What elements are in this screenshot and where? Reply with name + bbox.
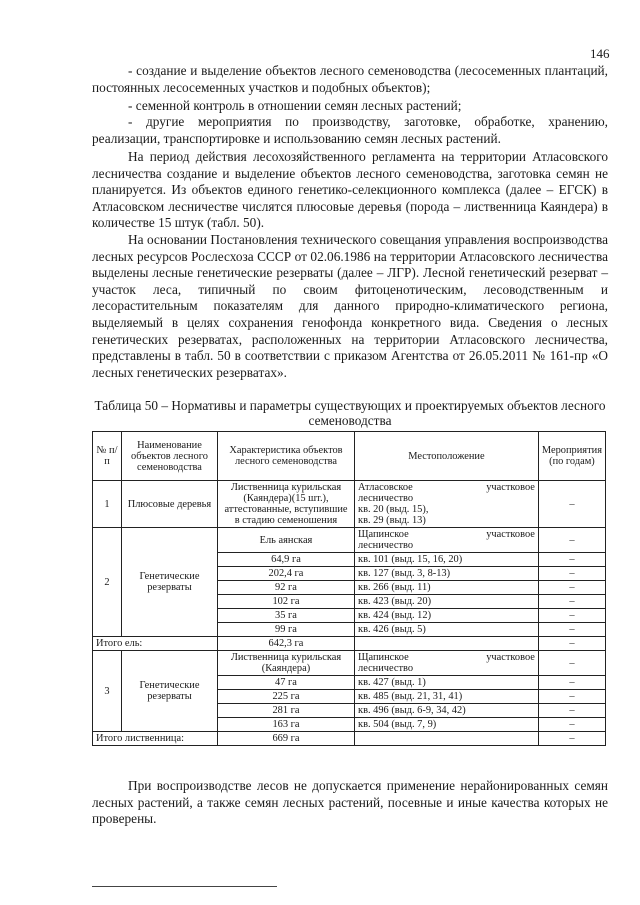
header-location: Местоположение: [355, 432, 539, 481]
list-item: - создание и выделение объектов лесного семеноводства (лесосеменных плантаций, постоянных лесосеменных участков и подобных объектов);: [92, 63, 608, 95]
cell-total-label: Итого лиственница:: [93, 732, 218, 746]
paragraph: На период действия лесохозяйственного регламента на территории Атласовского лесничества создание и выделение объектов лесного семеноводства, заготовка семян не планируется. Из объектов единого генетико-селекционного комплекса (далее – ЕГСК) в Атласовском лесничестве числятся плюсовые деревья (порода – лиственница Каяндера) в количестве 15 штук (табл. 50).: [92, 149, 608, 231]
cell-activities: –: [538, 676, 605, 690]
cell-location: кв. 427 (выд. 1): [355, 676, 539, 690]
cell-location: кв. 504 (выд. 7, 9): [355, 718, 539, 732]
header-activities: Мероприятия (по годам): [538, 432, 605, 481]
cell-activities: –: [538, 553, 605, 567]
table-total-row: [93, 732, 606, 746]
cell-location: кв. 127 (выд. 3, 8-13): [355, 567, 539, 581]
header-num: № п/п: [93, 432, 122, 481]
cell-activities: –: [538, 690, 605, 704]
cell-num: 3: [93, 651, 122, 732]
cell-location: кв. 266 (выд. 11): [355, 581, 539, 595]
cell-activities: –: [538, 481, 605, 528]
page-number: 146: [590, 46, 610, 61]
cell-activities: –: [538, 704, 605, 718]
cell-activities: –: [538, 623, 605, 637]
cell-species: Ель аянская: [217, 528, 354, 553]
footnote-divider: [92, 886, 277, 887]
cell-activities: –: [538, 595, 605, 609]
cell-name: Генетические резерваты: [121, 651, 217, 732]
cell-location: кв. 426 (выд. 5): [355, 623, 539, 637]
cell-location: кв. 101 (выд. 15, 16, 20): [355, 553, 539, 567]
list-item: - другие мероприятия по производству, заготовке, обработке, хранению, реализации, транспортировке и использованию семян лесных растений.: [92, 114, 608, 146]
cell-area: 99 га: [217, 623, 354, 637]
cell-area: 163 га: [217, 718, 354, 732]
cell-area: 35 га: [217, 609, 354, 623]
cell-activities: –: [538, 528, 605, 553]
header-characteristic: Характеристика объектов лесного семеноводства: [217, 432, 354, 481]
cell-location: кв. 485 (выд. 21, 31, 41): [355, 690, 539, 704]
cell-activities: –: [538, 718, 605, 732]
cell-empty: [355, 732, 539, 746]
cell-name: Плюсовые деревья: [121, 481, 217, 528]
cell-area: 202,4 га: [217, 567, 354, 581]
cell-area: 102 га: [217, 595, 354, 609]
table-row: [93, 528, 606, 553]
cell-total-value: 669 га: [217, 732, 354, 746]
cell-activities: –: [538, 732, 605, 746]
cell-empty: [355, 637, 539, 651]
table-row: [93, 481, 606, 528]
cell-num: 2: [93, 528, 122, 637]
cell-location: кв. 496 (выд. 6-9, 34, 42): [355, 704, 539, 718]
table-row: [93, 651, 606, 676]
seed-objects-table: [92, 431, 606, 746]
cell-num: 1: [93, 481, 122, 528]
cell-location: Щапинское участковое лесничество: [355, 651, 539, 676]
cell-area: 225 га: [217, 690, 354, 704]
list-item: - семенной контроль в отношении семян лесных растений;: [128, 98, 462, 113]
paragraph: На основании Постановления технического совещания управления воспроизводства лесных ресурсов Рослесхоза СССР от 02.06.1986 на территории Атласовского лесничества выделены лесные генетические резерваты (далее – ЛГР). Лесной генетический резерват – участок леса, типичный по своим фитоценотическим, лесоводственным и лесорастительным показателям для данного природно-климатического региона, выделяемый в целях сохранения генофонда конкретного вида. Сведения о лесных генетических резерватах, расположенных на территории Атласовского лесничества, представлены в табл. 50 в соответствии с приказом Агентства от 26.05.2011 № 161-пр «О лесных генетических резерватах».: [92, 232, 608, 380]
cell-activities: –: [538, 567, 605, 581]
cell-location: кв. 423 (выд. 20): [355, 595, 539, 609]
cell-total-label: Итого ель:: [93, 637, 218, 651]
cell-area: 47 га: [217, 676, 354, 690]
cell-characteristic: Лиственница курильская (Каяндера)(15 шт.), аттестованные, вступившие в стадию семеношения: [217, 481, 354, 528]
cell-species: Лиственница курильская (Каяндера): [217, 651, 354, 676]
header-name: Наименование объектов лесного семеноводства: [121, 432, 217, 481]
cell-area: 92 га: [217, 581, 354, 595]
cell-activities: –: [538, 651, 605, 676]
table-caption: Таблица 50 – Нормативы и параметры существующих и проектируемых объектов лесного семеноводства: [94, 398, 606, 428]
table-header-row: [93, 432, 606, 481]
cell-activities: –: [538, 581, 605, 595]
paragraph: При воспроизводстве лесов не допускается применение нерайонированных семян лесных растений, а также семян лесных растений, посевные и иные качества которых не проверены.: [92, 778, 608, 827]
cell-location: кв. 424 (выд. 12): [355, 609, 539, 623]
cell-activities: –: [538, 609, 605, 623]
table-total-row: [93, 637, 606, 651]
cell-location: Атласовское участковое лесничество кв. 20 (выд. 15), кв. 29 (выд. 13): [355, 481, 539, 528]
cell-location: Щапинское участковое лесничество: [355, 528, 539, 553]
cell-area: 64,9 га: [217, 553, 354, 567]
cell-total-value: 642,3 га: [217, 637, 354, 651]
cell-activities: –: [538, 637, 605, 651]
cell-name: Генетические резерваты: [121, 528, 217, 637]
cell-area: 281 га: [217, 704, 354, 718]
